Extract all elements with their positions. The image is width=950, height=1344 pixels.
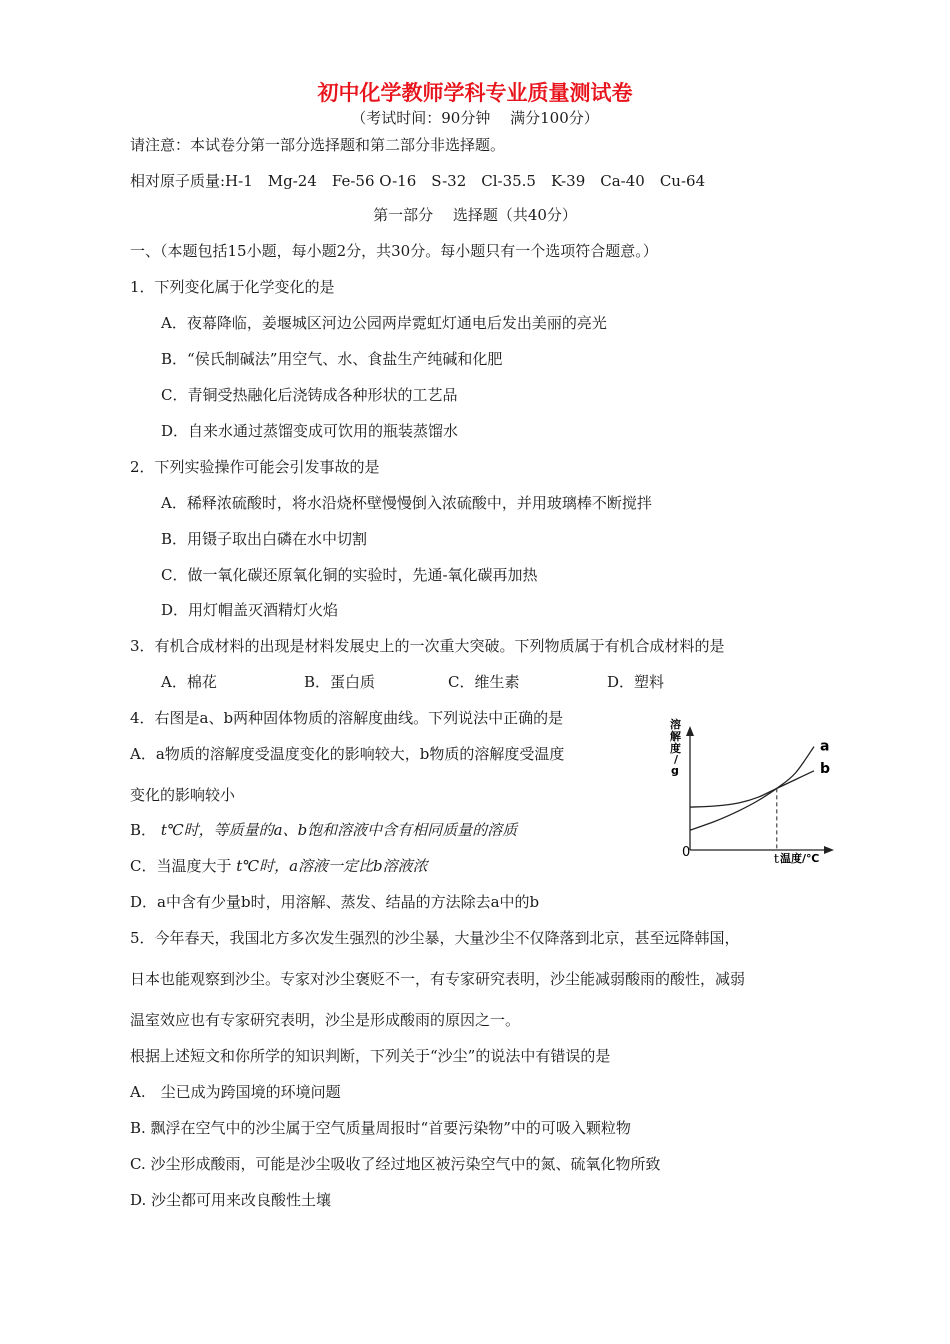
question-5-line-3: 温室效应也有专家研究表明，沙尘是形成酸雨的原因之一。 bbox=[130, 1011, 521, 1029]
question-2-option-c[interactable]: C．做一氧化碳还原氧化铜的实验时，先通-氧化碳再加热 bbox=[161, 566, 538, 584]
y-axis-arrow bbox=[686, 726, 694, 736]
question-3-stem: 3．有机合成材料的出现是材料发展史上的一次重大突破。下列物质属于有机合成材料的是 bbox=[130, 637, 725, 655]
option-b-letter: B． bbox=[130, 821, 157, 839]
notice-text: 请注意：本试卷分第一部分选择题和第二部分非选择题。 bbox=[130, 136, 506, 154]
question-5-line-4: 根据上述短文和你所学的知识判断，下列关于“沙尘”的说法中有错误的是 bbox=[130, 1047, 611, 1065]
section-instruction: 一、（本题包括15小题，每小题2分，共30分。每小题只有一个选项符合题意。） bbox=[130, 242, 658, 260]
question-4-option-d[interactable]: D．a中含有少量b时，用溶解、蒸发、结晶的方法除去a中的b bbox=[130, 893, 540, 911]
atomic-masses: 相对原子质量:H-1 Mg-24 Fe-56 O-16 S-32 Cl-35.5 K-39 Ca-40 Cu-64 bbox=[130, 172, 706, 190]
question-1-option-c[interactable]: C．青铜受热融化后浇铸成各种形状的工艺品 bbox=[161, 386, 458, 404]
y-label-char-1: 溶 bbox=[670, 718, 681, 731]
x-axis-label: 温度/℃ bbox=[780, 852, 820, 865]
option-c-lead: C．当温度大于 bbox=[130, 857, 232, 875]
question-5-option-b[interactable]: B. 飘浮在空气中的沙尘属于空气质量周报时“首要污染物”中的可吸入颗粒物 bbox=[130, 1119, 631, 1137]
question-5-option-a[interactable]: A. 尘已成为跨国境的环境问题 bbox=[130, 1083, 341, 1101]
curve-a bbox=[690, 747, 814, 831]
question-2-option-b[interactable]: B．用镊子取出白磷在水中切割 bbox=[161, 530, 368, 548]
question-4-option-c[interactable] bbox=[130, 856, 428, 876]
x-axis-arrow bbox=[824, 846, 834, 854]
question-5-option-d[interactable]: D. 沙尘都可用来改良酸性土壤 bbox=[130, 1191, 332, 1209]
question-5-line-1: 5．今年春天，我国北方多次发生强烈的沙尘暴，大量沙尘不仅降落到北京，甚至远降韩国， bbox=[130, 929, 740, 947]
exam-info: （考试时间：90分钟 满分100分） bbox=[351, 109, 599, 127]
question-4-option-b[interactable] bbox=[130, 820, 517, 840]
section-heading: 第一部分 选择题（共40分） bbox=[373, 206, 577, 224]
question-1-stem: 1．下列变化属于化学变化的是 bbox=[130, 278, 335, 296]
y-label-char-2: 解 bbox=[670, 730, 681, 743]
y-label-char-5: g bbox=[671, 764, 679, 777]
question-3-option-a[interactable]: A．棉花 bbox=[161, 673, 217, 691]
option-c-text: t℃时，a溶液一定比b溶液浓 bbox=[236, 857, 428, 875]
curve-b bbox=[690, 771, 814, 807]
question-4-option-a-continued: 变化的影响较小 bbox=[130, 786, 236, 804]
question-3-option-b[interactable]: B．蛋白质 bbox=[304, 673, 376, 691]
y-label-char-3: 度 bbox=[670, 742, 681, 755]
question-2-option-d[interactable]: D．用灯帽盖灭酒精灯火焰 bbox=[161, 601, 339, 619]
question-2-stem: 2．下列实验操作可能会引发事故的是 bbox=[130, 458, 380, 476]
question-2-option-a[interactable]: A．稀释浓硫酸时，将水沿烧杯壁慢慢倒入浓硫酸中，并用玻璃棒不断搅拌 bbox=[161, 494, 652, 512]
question-1-option-d[interactable]: D．自来水通过蒸馏变成可饮用的瓶装蒸馏水 bbox=[161, 422, 459, 440]
solubility-curve-chart bbox=[666, 712, 841, 872]
question-1-option-a[interactable]: A．夜幕降临，姜堰城区河边公园两岸霓虹灯通电后发出美丽的亮光 bbox=[161, 314, 607, 332]
question-5-line-2: 日本也能观察到沙尘。专家对沙尘褒贬不一，有专家研究表明，沙尘能减弱酸雨的酸性，减弱 bbox=[130, 970, 746, 988]
curve-b-label: b bbox=[820, 760, 831, 777]
question-4-option-a[interactable]: A．a物质的溶解度受温度变化的影响较大，b物质的溶解度受温度 bbox=[130, 745, 565, 763]
t-tick-label: t bbox=[773, 852, 780, 867]
page-title: 初中化学教师学科专业质量测试卷 bbox=[317, 81, 633, 105]
question-5-option-c[interactable]: C. 沙尘形成酸雨，可能是沙尘吸收了经过地区被污染空气中的氮、硫氧化物所致 bbox=[130, 1155, 661, 1173]
option-b-text: t℃时，等质量的a、b饱和溶液中含有相同质量的溶质 bbox=[160, 821, 518, 839]
question-4-stem: 4．右图是a、b两种固体物质的溶解度曲线。下列说法中正确的是 bbox=[130, 709, 564, 727]
curve-a-label: a bbox=[820, 738, 830, 755]
question-3-option-d[interactable]: D．塑料 bbox=[607, 673, 665, 691]
question-1-option-b[interactable]: B．“侯氏制碱法”用空气、水、食盐生产纯碱和化肥 bbox=[161, 350, 503, 368]
y-axis-label bbox=[670, 717, 682, 777]
origin-label: 0 bbox=[682, 845, 691, 860]
question-3-option-c[interactable]: C．维生素 bbox=[448, 673, 520, 691]
y-label-char-4: / bbox=[674, 753, 679, 766]
